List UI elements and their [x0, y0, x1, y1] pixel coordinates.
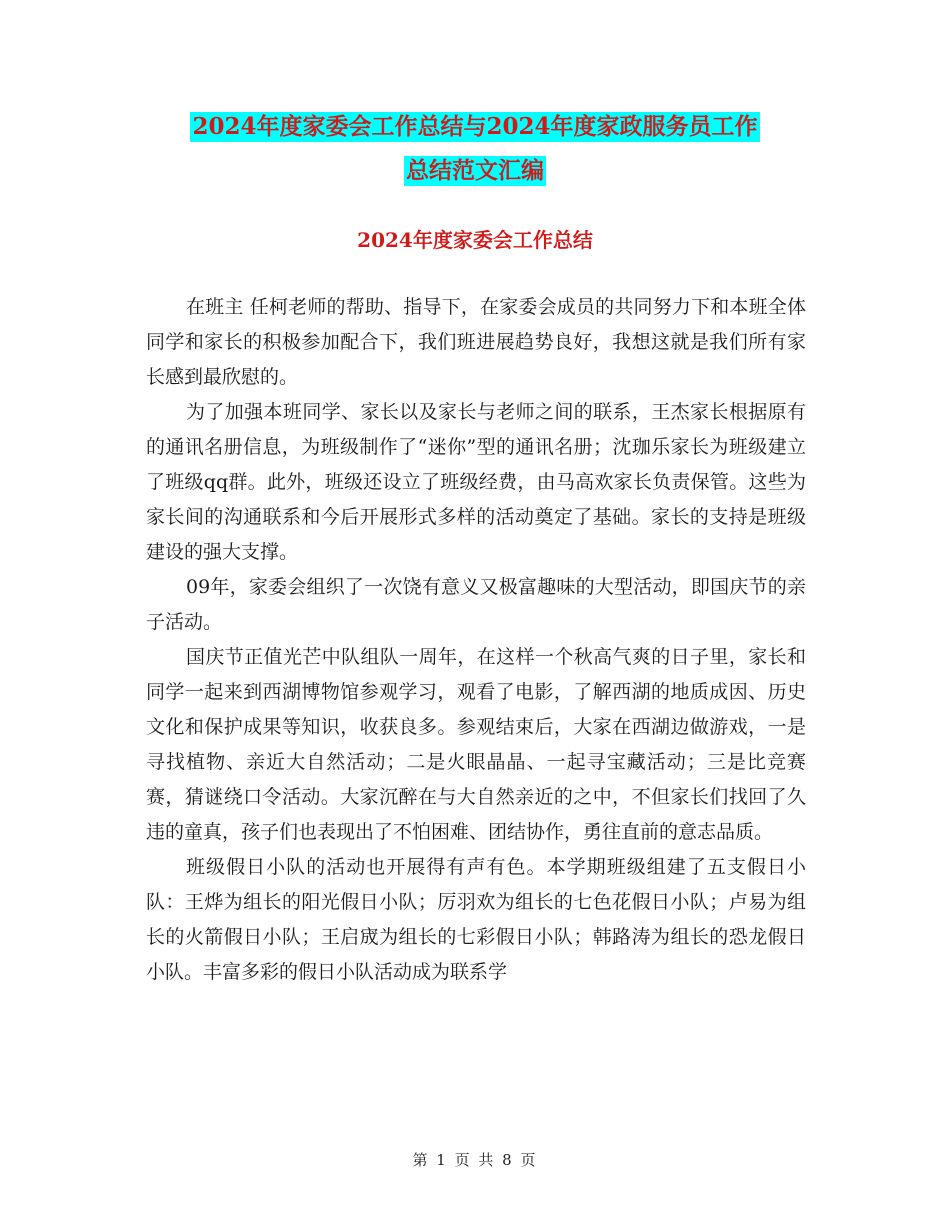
document-title: [0, 112, 950, 186]
page-number-footer: 第 1 页 共 8 页: [412, 1151, 538, 1169]
section-heading: 2024年度家委会工作总结: [357, 228, 593, 252]
paragraph-4: 国庆节正值光芒中队组队一周年，在这样一个秋高气爽的日子里，家长和同学一起来到西湖博物馆参观学习，观看了电影，了解西湖的地质成因、历史文化和保护成果等知识，收获良多。参观结束后，大家在西湖边做游戏，一是寻找植物、亲近大自然活动；二是火眼晶晶、一起寻宝藏活动；三是比竞赛赛，猜谜绕口令活动。大家沉醉在与大自然亲近的之中，不但家长们找回了久违的童真，孩子们也表现出了不怕困难、团结协作，勇往直前的意志品质。: [146, 646, 806, 843]
paragraph-3: 09年，家委会组织了一次饶有意义又极富趣味的大型活动，即国庆节的亲子活动。: [146, 576, 806, 633]
paragraph-2: 为了加强本班同学、家长以及家长与老师之间的联系，王杰家长根据原有的通讯名册信息，为班级制作了“迷你”型的通讯名册；沈珈乐家长为班级建立了班级qq群。此外，班级还设立了班级经费，由马高欢家长负责保管。这些为家长间的沟通联系和今后开展形式多样的活动奠定了基础。家长的支持是班级建设的强大支撑。: [146, 401, 806, 563]
title-line-1: 2024年度家委会工作总结与2024年度家政服务员工作: [192, 113, 758, 140]
paragraph-5: 班级假日小队的活动也开展得有声有色。本学期班级组建了五支假日小队：王烨为组长的阳光假日小队；厉羽欢为组长的七色花假日小队；卢易为组长的火箭假日小队；王启宬为组长的七彩假日小队；韩路涛为组长的恐龙假日小队。丰富多彩的假日小队活动成为联系学: [146, 856, 806, 983]
title-line-2: 总结范文汇编: [406, 157, 544, 184]
document-body: [146, 290, 806, 990]
paragraph-1: 在班主 任柯老师的帮助、指导下，在家委会成员的共同努力下和本班全体同学和家长的积极参加配合下，我们班进展趋势良好，我想这就是我们所有家长感到最欣慰的。: [146, 296, 806, 388]
